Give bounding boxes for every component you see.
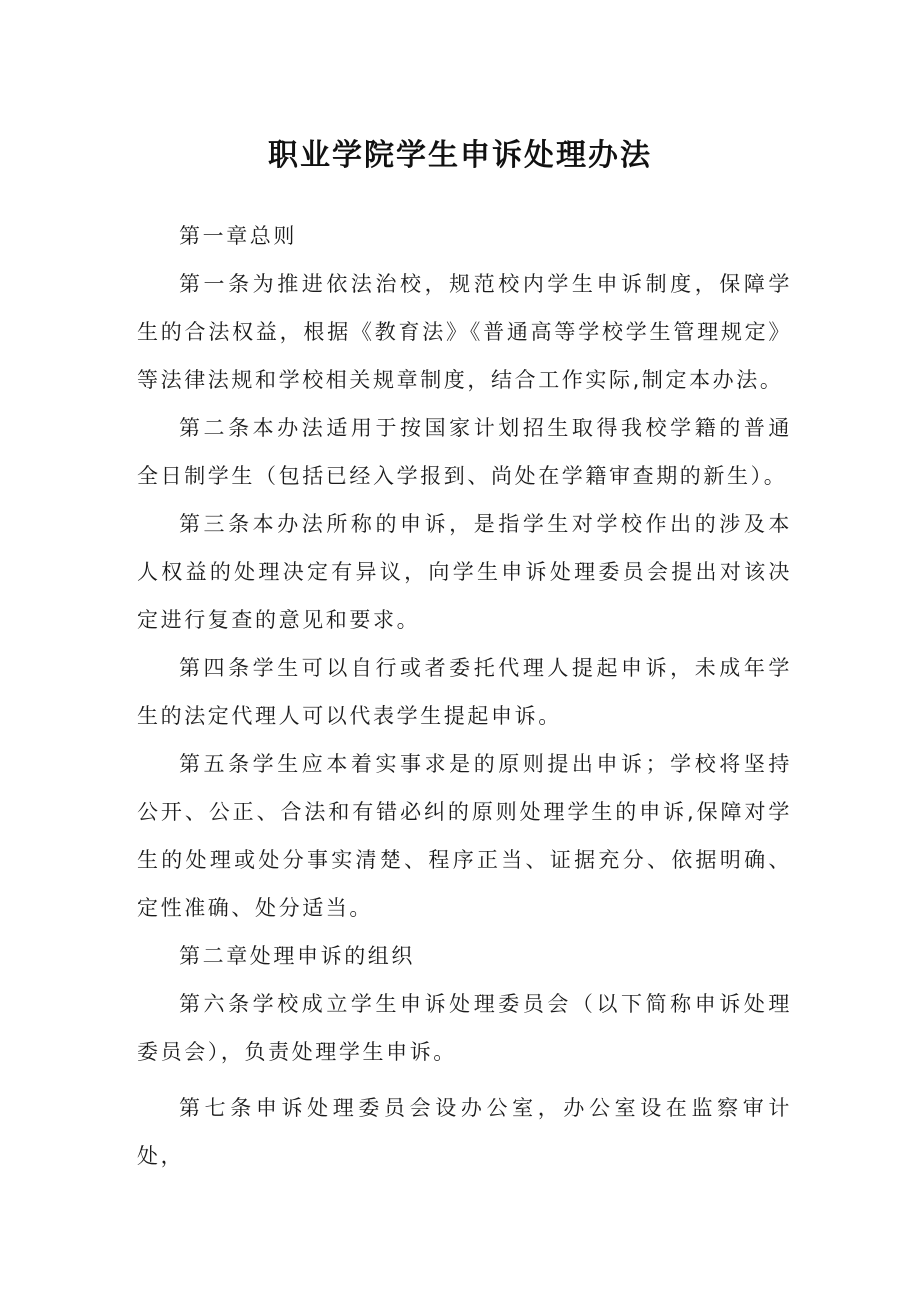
- article-paragraph: 第二条本办法适用于按国家计划招生取得我校学籍的普通全日制学生（包括已经入学报到、尚处在学籍审查期的新生）。: [137, 416, 792, 488]
- article-paragraph: 第四条学生可以自行或者委托代理人提起申诉，未成年学生的法定代理人可以代表学生提起申诉。: [137, 656, 792, 728]
- document-body: [137, 212, 792, 1180]
- document-title: 职业学院学生申诉处理办法: [268, 138, 652, 173]
- article-paragraph: 第六条学校成立学生申诉处理委员会（以下简称申诉处理委员会），负责处理学生申诉。: [137, 992, 792, 1064]
- article-paragraph: 第七条申诉处理委员会设办公室，办公室设在监察审计处，: [137, 1096, 792, 1168]
- chapter-heading: 第一章总则: [179, 224, 297, 248]
- article-paragraph: 第五条学生应本着实事求是的原则提出申诉；学校将坚持公开、公正、合法和有错必纠的原则处理学生的申诉,保障对学生的处理或处分事实清楚、程序正当、证据充分、依据明确、定性准确、处分适当。: [137, 752, 792, 920]
- chapter-heading: 第二章处理申诉的组织: [179, 944, 415, 968]
- article-paragraph: 第一条为推进依法治校，规范校内学生申诉制度，保障学生的合法权益，根据《教育法》《普通高等学校学生管理规定》等法律法规和学校相关规章制度，结合工作实际,制定本办法。: [137, 272, 792, 392]
- article-paragraph: 第三条本办法所称的申诉，是指学生对学校作出的涉及本人权益的处理决定有异议，向学生申诉处理委员会提出对该决定进行复查的意见和要求。: [137, 512, 792, 632]
